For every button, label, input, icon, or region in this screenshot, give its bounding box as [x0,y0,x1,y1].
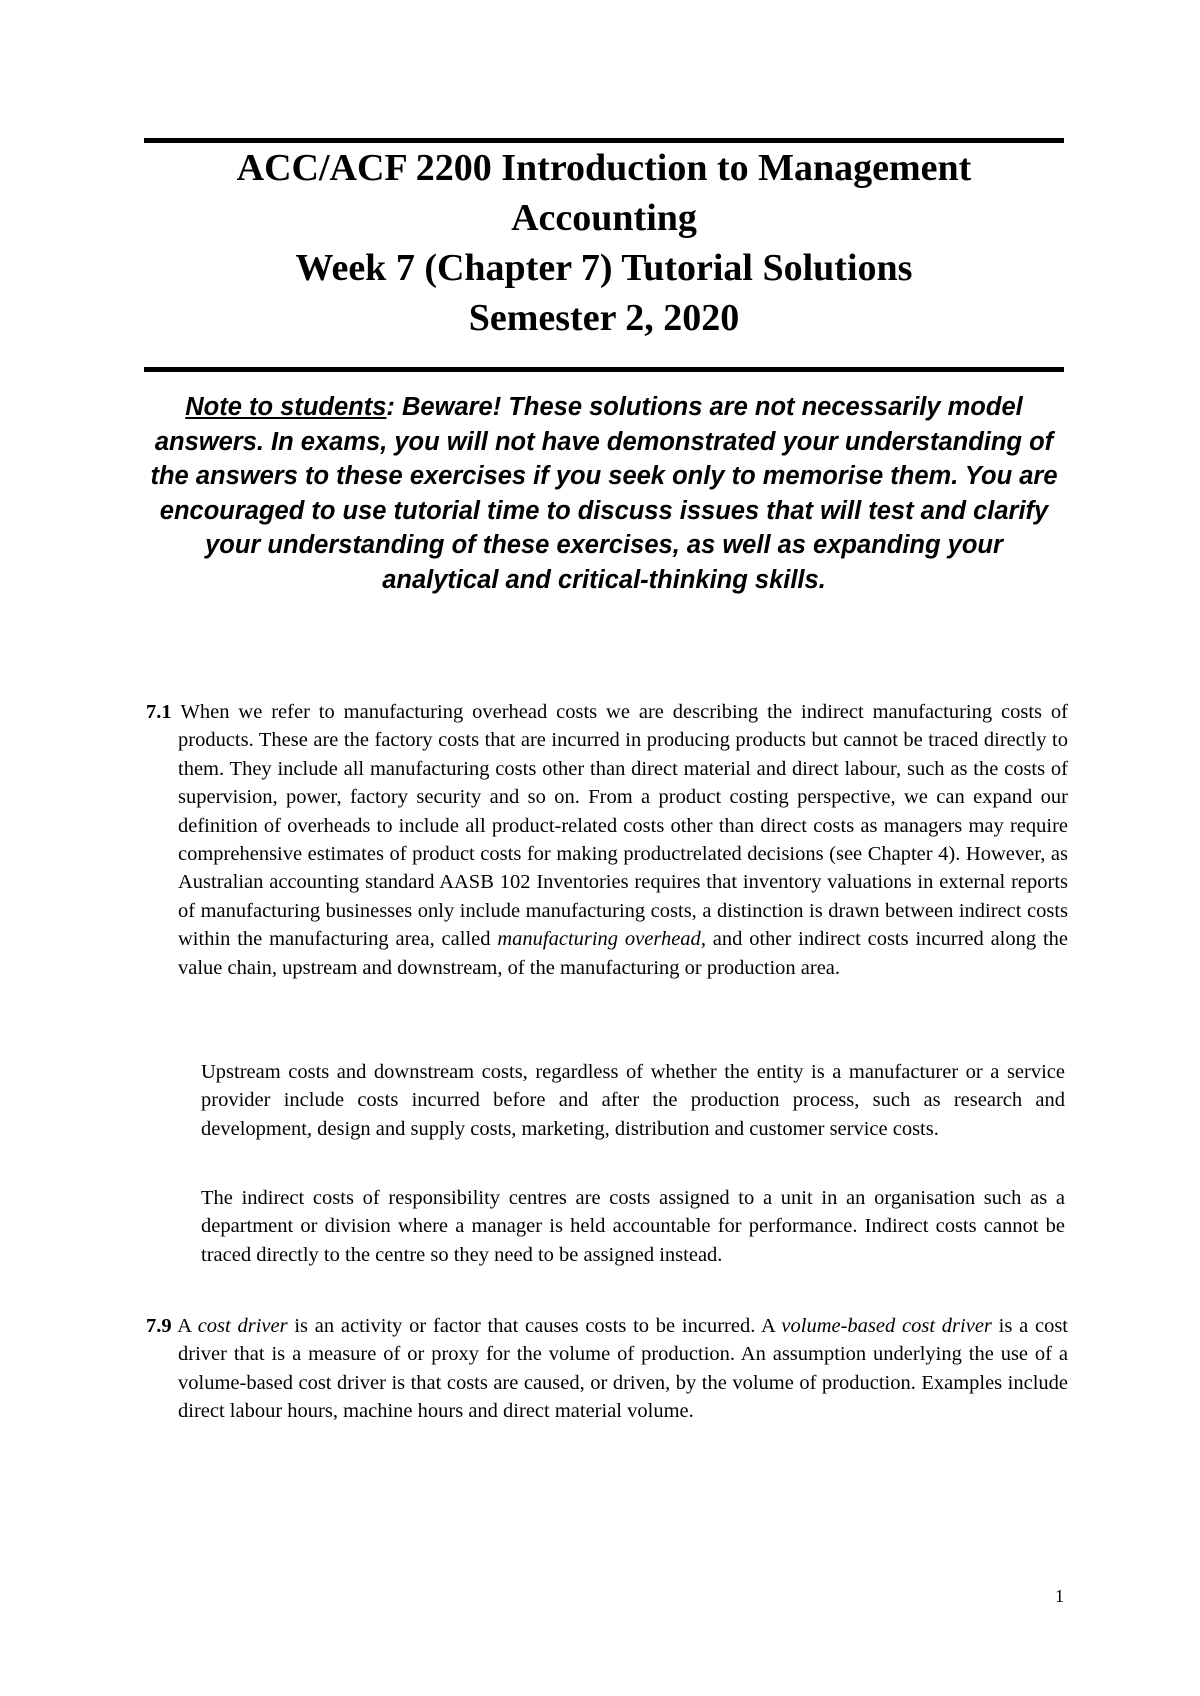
question-7-1-paragraph [146,698,1069,982]
title-line-1: ACC/ACF 2200 Introduction to Management [236,147,972,189]
question-7-9-text-part3: is a cost driver that is a measure of or proxy for the volume of production. An assumption underlying the use of a volume-based cost driver is that costs are caused, or driven, by the volume of production. Examples include direct labour hours, machine hours and direct material volume. [178,1315,1068,1423]
question-7-1-text-part2: , and other indirect costs incurred along the value chain, upstream and downstream, of the manufacturing or production area. [178,928,1069,979]
note-separator: : [386,393,395,421]
question-7-9 [146,1312,1068,1426]
document-title [144,143,1064,343]
title-line-2: Accounting [511,197,697,239]
note-label: Note to students [185,393,387,421]
page-number: 1 [1055,1586,1064,1606]
note-text: Beware! These solutions are not necessarily model answers. In exams, you will not have demonstrated your understanding of the answers to these exercises if you seek only to memorise them. You are encouraged to use tutorial time to discuss issues that will test and clarify your understanding of these exercises, as well as expanding your analytical and critical-thinking skills. [150,393,1058,594]
question-7-1-number: 7.1 [146,701,172,723]
title-line-4: Semester 2, 2020 [468,297,740,339]
question-7-1 [146,698,1068,982]
question-7-1-sub-paragraph-1: Upstream costs and downstream costs, regardless of whether the entity is a manufacturer or a service provider include costs incurred before and after the production process, such as research and development, design and supply costs, marketing, distribution and customer service costs. [201,1061,1065,1140]
bottom-rule [144,367,1064,372]
question-7-1-sub-paragraph-2: The indirect costs of responsibility centres are costs assigned to a unit in an organisation such as a department or division where a manager is held accountable for performance. Indirect costs cannot be traced directly to the centre so they need to be assigned instead. [201,1187,1065,1266]
question-7-9-italic-cost-driver: cost driver [197,1315,288,1337]
question-7-9-text-part2: is an activity or factor that causes costs to be incurred. A [287,1315,782,1337]
title-line-3: Week 7 (Chapter 7) Tutorial Solutions [295,247,913,289]
question-7-1-italic-term: manufacturing overhead [497,928,701,951]
note-to-students [144,390,1064,597]
question-7-1-text-part1: When we refer to manufacturing overhead costs we are describing the indirect manufacturing costs of products. These are the factory costs that are incurred in producing products but cannot be traced directly to them. They include all manufacturing costs other than direct material and direct labour, such as the costs of supervision, power, factory security and so on. From a product costing perspective, we can expand our definition of overheads to include all product-related costs other than direct costs as managers may require comprehensive estimates of product costs for making productrelated decisions (see Chapter 4). However, as Australian accounting standard AASB 102 Inventories requires that inventory valuations in external reports of manufacturing businesses only include manufacturing costs, a distinction is drawn between indirect costs within the manufacturing area, called [178,701,1069,951]
question-7-9-text-part1: A [171,1315,198,1337]
question-7-9-number: 7.9 [146,1315,172,1337]
question-7-9-italic-volume-based: volume-based cost driver [781,1315,992,1337]
question-7-9-paragraph [146,1312,1068,1426]
